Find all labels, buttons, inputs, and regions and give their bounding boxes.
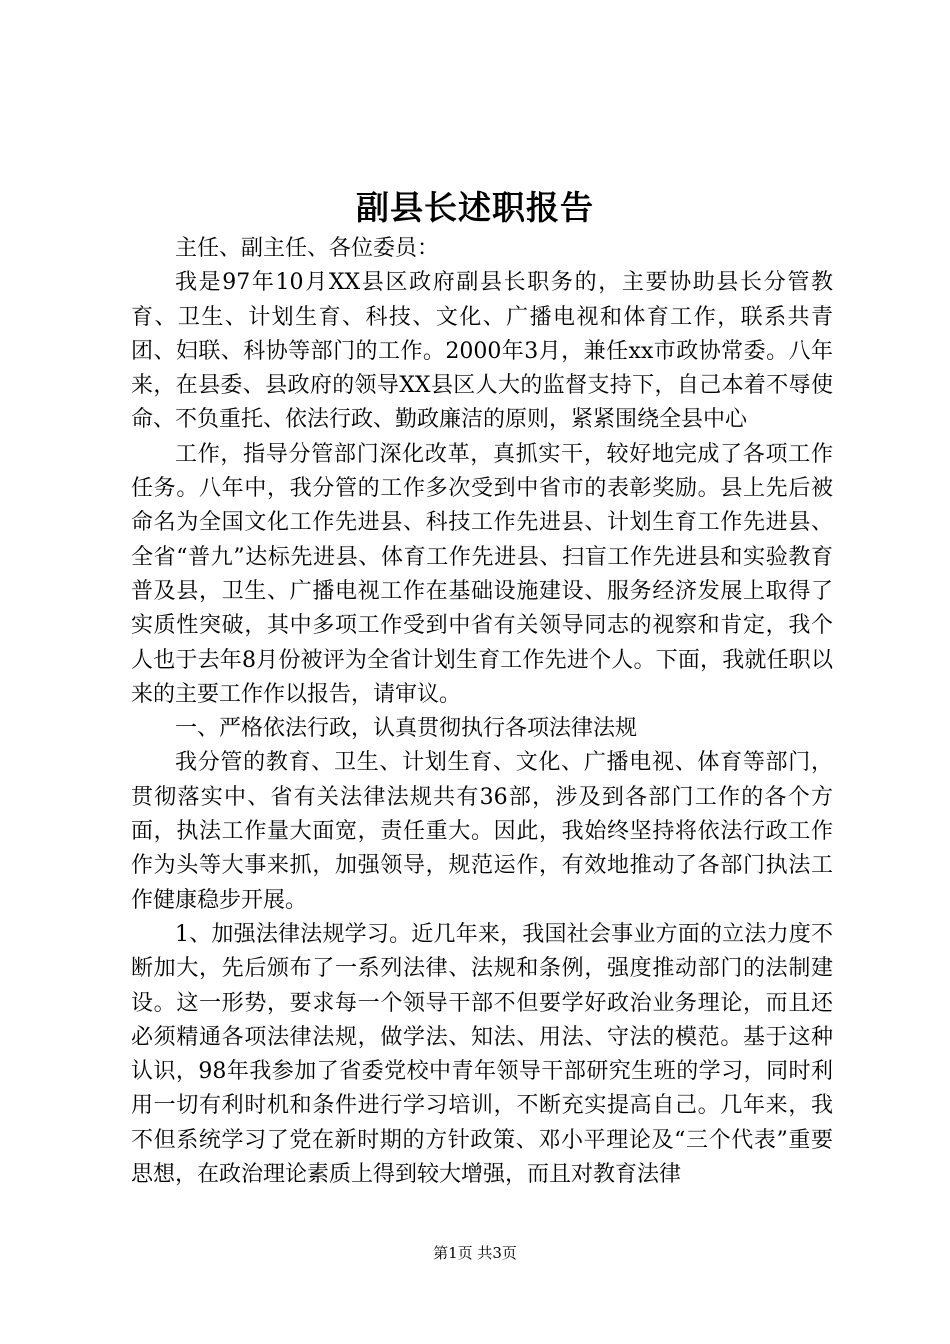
page-footer: 第1页 共3页 — [433, 1244, 517, 1262]
body-paragraph: 1、加强法律法规学习。近几年来，我国社会事业方面的立法力度不断加大，先后颁布了一系列法律、法规和条例，强度推动部门的法制建设。这一形势，要求每一个领导干部不但要学好政治业务理论，而且还必须精通各项法律法规，做学法、知法、用法、守法的模范。基于这种认识，98年我参加了省委党校中青年领导干部研究生班的学习，同时利用一切有利时机和条件进行学习培训，不断充实提高自己。几年来，我不但系统学习了党在新时期的方针政策、邓小平理论及“三个代表”重要思想，在政治理论素质上得到较大增强，而且对教育法律 — [131, 921, 833, 1188]
salutation-paragraph: 主任、副主任、各位委员： — [175, 236, 440, 261]
body-paragraph: 工作，指导分管部门深化改革，真抓实干，较好地完成了各项工作任务。八年中，我分管的工作多次受到中省市的表彰奖励。县上先后被命名为全国文化工作先进县、科技工作先进县、计划生育工作先进县、全省“普九”达标先进县、体育工作先进县、扫盲工作先进县和实验教育普及县，卫生、广播电视工作在基础设施建设、服务经济发展上取得了实质性突破，其中多项工作受到中省有关领导同志的视察和肯定，我个人也于去年8月份被评为全省计划生育工作先进个人。下面，我就任职以来的主要工作作以报告，请审议。 — [131, 441, 833, 707]
body-paragraph: 我分管的教育、卫生、计划生育、文化、广播电视、体育等部门，贯彻落实中、省有关法律法规共有36部，涉及到各部门工作的各个方面，执法工作量大面宽，责任重大。因此，我始终坚持将依法行政工作作为头等大事来抓，加强领导，规范运作，有效地推动了各部门执法工作健康稳步开展。 — [131, 750, 833, 913]
document-title: 副县长述职报告 — [356, 188, 594, 227]
body-paragraph: 我是97年10月XX县区政府副县长职务的，主要协助县长分管教育、卫生、计划生育、科技、文化、广播电视和体育工作，联系共青团、妇联、科协等部门的工作。2000年3月，兼任xx市政协常委。八年来，在县委、县政府的领导XX县区人大的监督支持下，自己本着不辱使命、不负重托、依法行政、勤政廉洁的原则，紧紧围绕全县中心 — [131, 270, 833, 433]
section-heading: 一、严格依法行政，认真贯彻执行各项法律法规 — [175, 716, 638, 742]
document-body — [131, 232, 833, 1192]
